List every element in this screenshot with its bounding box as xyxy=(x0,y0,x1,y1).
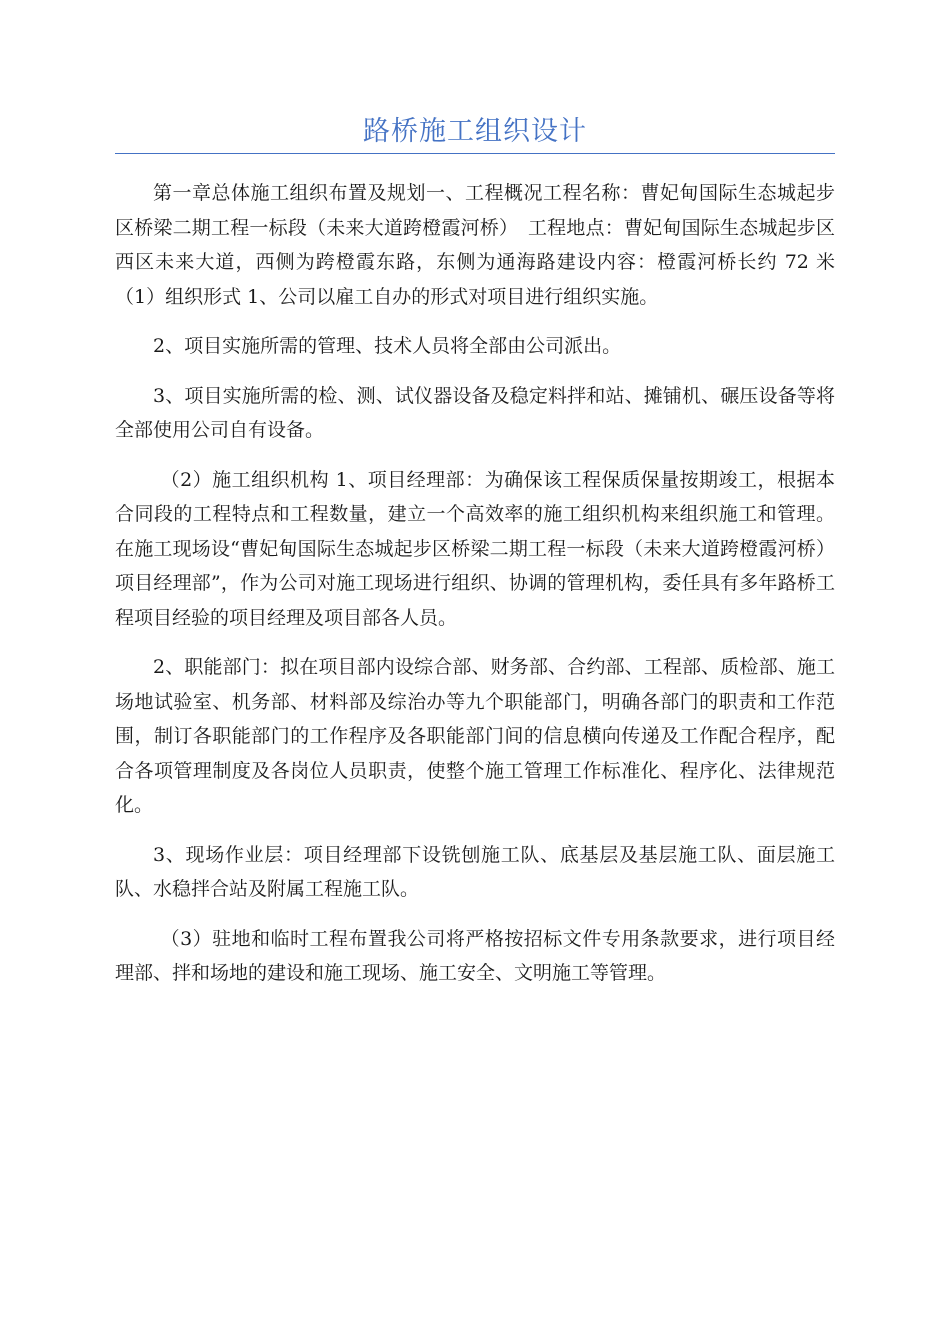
document-body xyxy=(115,176,835,1006)
paragraph-equipment: 3、项目实施所需的检、测、试仪器设备及稳定料拌和站、摊铺机、碾压设备等将全部使用公司自有设备。 xyxy=(115,384,835,441)
paragraph-overview: 第一章总体施工组织布置及规划一、工程概况工程名称：曹妃甸国际生态城起步区桥梁二期工程一标段（未来大道跨橙霞河桥） 工程地点：曹妃甸国际生态城起步区西区未来大道，西侧为跨橙霞东路，东侧为通海路建设内容：橙霞河桥长约 72 米（1）组织形式 1、公司以雇工自办的形式对项目进行组织实施。 xyxy=(115,182,835,308)
document-title: 路桥施工组织设计 xyxy=(363,116,587,147)
title-underline xyxy=(115,153,835,154)
paragraph-organization: （2）施工组织机构 1、项目经理部：为确保该工程保质保量按期竣工，根据本合同段的工程特点和工程数量，建立一个高效率的施工组织机构来组织施工和管理。在施工现场设“曹妃甸国际生态城起步区桥梁二期工程一标段（未来大道跨橙霞河桥）项目经理部”，作为公司对施工现场进行组织、协调的管理机构，委任具有多年路桥工程项目经验的项目经理及项目部各人员。 xyxy=(115,468,835,629)
paragraph-field-teams: 3、现场作业层：项目经理部下设铣刨施工队、底基层及基层施工队、面层施工队、水稳拌合站及附属工程施工队。 xyxy=(115,843,835,900)
paragraph-site-layout: （3）驻地和临时工程布置我公司将严格按招标文件专用条款要求，进行项目经理部、拌和场地的建设和施工现场、施工安全、文明施工等管理。 xyxy=(115,927,835,984)
paragraph-staffing: 2、项目实施所需的管理、技术人员将全部由公司派出。 xyxy=(153,335,622,357)
paragraph-departments: 2、职能部门：拟在项目部内设综合部、财务部、合约部、工程部、质检部、施工场地试验室、机务部、材料部及综治办等九个职能部门，明确各部门的职责和工作范围，制订各职能部门的工作程序及各职能部门间的信息横向传递及工作配合程序，配合各项管理制度及各岗位人员职责，使整个施工管理工作标准化、程序化、法律规范化。 xyxy=(115,656,835,816)
